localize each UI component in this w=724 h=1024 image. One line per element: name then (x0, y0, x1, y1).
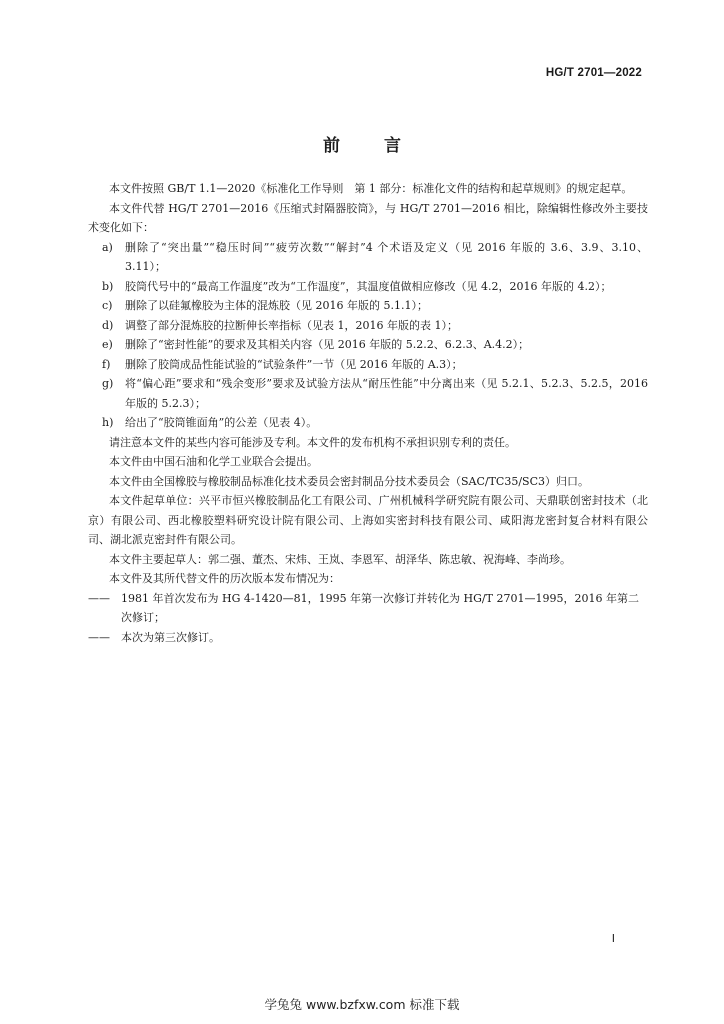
list-label: h) (102, 416, 114, 429)
history-item (88, 589, 648, 628)
page-number: I (611, 932, 615, 945)
dash-marker: —— (88, 591, 110, 605)
history-item (88, 628, 648, 648)
list-text: 胶筒代号中的“最高工作温度”改为“工作温度”，其温度值做相应修改（见 4.2，2016 年版的 4.2）； (125, 279, 612, 293)
paragraph: 本文件代替 HG/T 2701—2016《压缩式封隔器胶筒》，与 HG/T 2701—2016 相比，除编辑性修改外主要技术变化如下： (88, 201, 648, 234)
list-item (88, 413, 648, 433)
paragraph: 本文件由全国橡胶与橡胶制品标准化技术委员会密封制品分技术委员会（SAC/TC35/SC3）归口。 (109, 474, 590, 488)
list-text: 将“偏心距”要求和“残余变形”要求及试验方法从“耐压性能”中分离出来（见 5.2.1、5.2.3、5.2.5，2016 年版的 5.2.3）； (125, 377, 648, 410)
list-label: d) (102, 318, 114, 332)
paragraph: 本文件按照 GB/T 1.1—2020《标准化工作导则 第 1 部分：标准化文件的结构和起草规则》的规定起草。 (109, 182, 633, 195)
list-item (88, 374, 648, 413)
paragraph: 本文件及其所代替文件的历次版本发布情况为： (109, 572, 340, 585)
history-list (88, 589, 648, 648)
dash-marker: —— (88, 630, 110, 644)
list-text: 给出了“胶筒锥面角”的公差（见表 4）。 (125, 416, 318, 429)
page-title (0, 131, 724, 156)
title-char-1: 前 (323, 136, 340, 156)
list-label: c) (102, 299, 113, 312)
changes-list (88, 238, 648, 433)
list-label: b) (102, 279, 114, 293)
list-item (88, 277, 648, 297)
list-item (88, 238, 648, 277)
list-label: g) (102, 377, 114, 390)
list-item (88, 355, 648, 375)
list-label: e) (102, 338, 113, 351)
paragraph: 本文件起草单位：兴平市恒兴橡胶制品化工有限公司、广州机械科学研究院有限公司、天鼎联创密封技术（北京）有限公司、西北橡胶塑料研究设计院有限公司、上海如实密封科技有限公司、咸阳海龙密封复合材料有限公司、湖北派克密封件有限公司。 (88, 494, 648, 546)
paragraph: 请注意本文件的某些内容可能涉及专利。本文件的发布机构不承担识别专利的责任。 (109, 435, 516, 449)
paragraph: 本文件主要起草人：郭二强、董杰、宋炜、王岚、李恩军、胡泽华、陈忠敏、祝海峰、李尚珍。 (109, 552, 571, 566)
history-text: 1981 年首次发布为 HG 4-1420—81，1995 年第一次修订并转化为 HG/T 2701—1995，2016 年第二次修订； (121, 591, 639, 624)
title-char-2: 言 (384, 136, 401, 156)
foreword-body (88, 179, 648, 647)
list-item (88, 316, 648, 336)
list-text: 删除了“突出量”“稳压时间”“疲劳次数”“解封”4 个术语及定义（见 2016 年版的 3.6、3.9、3.10、3.11）； (125, 240, 648, 273)
list-label: a) (102, 240, 113, 254)
list-item (88, 296, 648, 316)
site-watermark: 学兔兔 www.bzfxw.com 标准下载 (264, 997, 460, 1012)
list-text: 调整了部分混炼胶的拉断伸长率指标（见表 1，2016 年版的表 1）； (125, 318, 458, 332)
list-text: 删除了“密封性能”的要求及其相关内容（见 2016 年版的 5.2.2、6.2.3、A.4.2）； (125, 338, 530, 351)
standard-code: HG/T 2701—2022 (545, 67, 642, 79)
list-item (88, 335, 648, 355)
history-text: 本次为第三次修订。 (121, 630, 220, 644)
list-text: 删除了以硅氟橡胶为主体的混炼胶（见 2016 年版的 5.1.1）； (125, 299, 428, 312)
paragraph: 本文件由中国石油和化学工业联合会提出。 (109, 455, 318, 468)
list-label: f) (102, 357, 111, 371)
list-text: 删除了胶筒成品性能试验的“试验条件”一节（见 2016 年版的 A.3）； (125, 357, 463, 371)
